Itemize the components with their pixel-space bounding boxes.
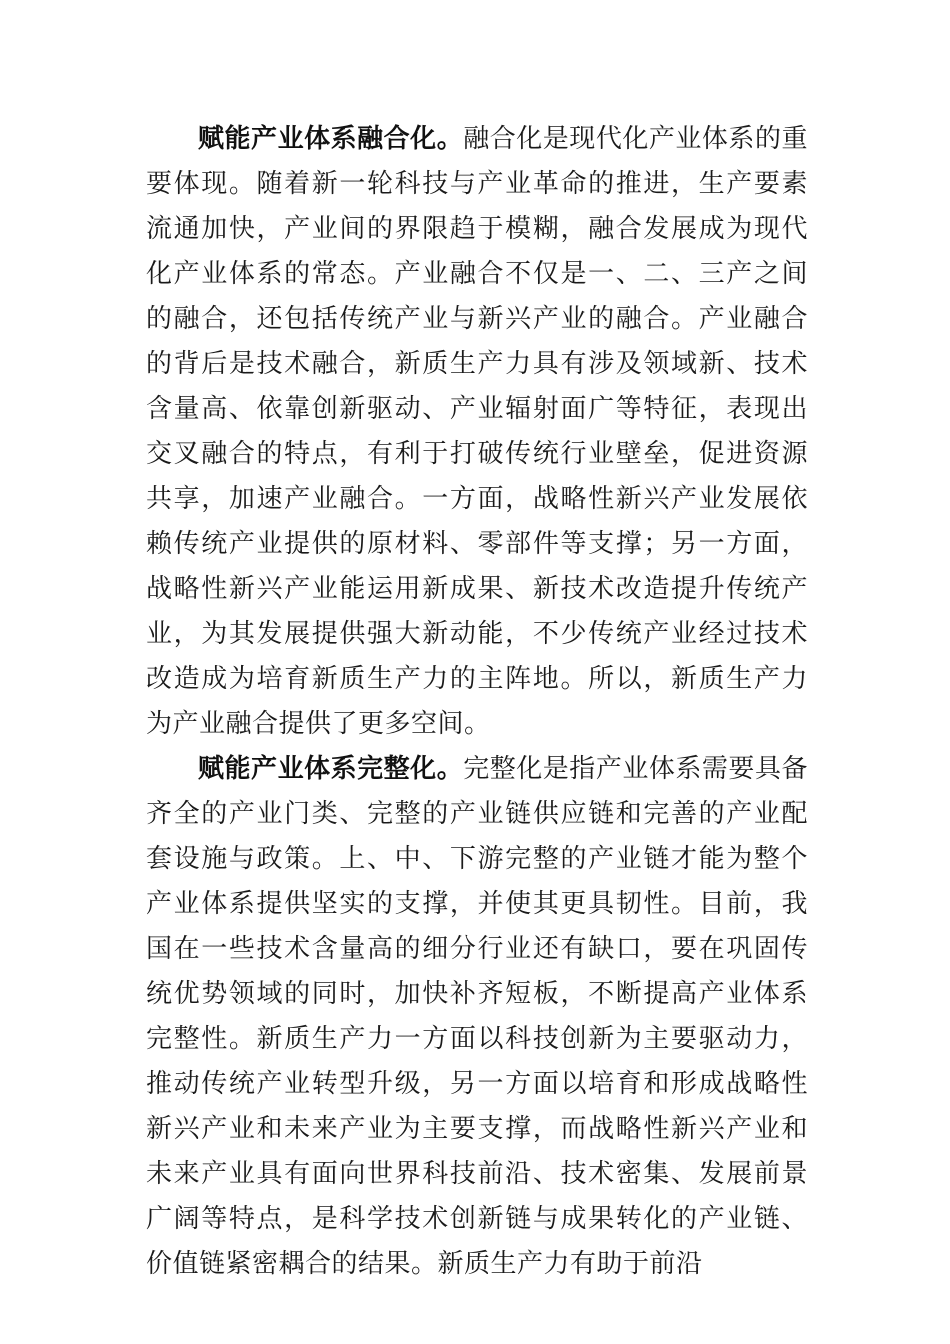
paragraph-text: 完整化是指产业体系需要具备齐全的产业门类、完整的产业链供应链和完善的产业配套设施与政策。上、中、下游完整的产业链才能为整个产业体系提供坚实的支撑，并使其更具韧性。目前，我国在一些技术含量高的细分行业还有缺口，要在巩固传统优势领域的同时，加快补齐短板，不断提高产业体系完整性。新质生产力一方面以科技创新为主要驱动力，推动传统产业转型升级，另一方面以培育和形成战略性新兴产业和未来产业为主要支撑，而战略性新兴产业和未来产业具有面向世界科技前沿、技术密集、发展前景广阔等特点，是科学技术创新链与成果转化的产业链、价值链紧密耦合的结果。新质生产力有助于前沿: [146, 754, 808, 1279]
paragraph-industry-completeness: [146, 747, 808, 1287]
paragraph-heading: 赋能产业体系完整化。: [198, 754, 464, 784]
paragraph-industry-integration: [146, 117, 808, 747]
document-body: [146, 117, 808, 1287]
paragraph-text: 融合化是现代化产业体系的重要体现。随着新一轮科技与产业革命的推进，生产要素流通加快，产业间的界限趋于模糊，融合发展成为现代化产业体系的常态。产业融合不仅是一、二、三产之间的融合，还包括传统产业与新兴产业的融合。产业融合的背后是技术融合，新质生产力具有涉及领域新、技术含量高、依靠创新驱动、产业辐射面广等特征，表现出交叉融合的特点，有利于打破传统行业壁垒，促进资源共享，加速产业融合。一方面，战略性新兴产业发展依赖传统产业提供的原材料、零部件等支撑；另一方面，战略性新兴产业能运用新成果、新技术改造提升传统产业，为其发展提供强大新动能，不少传统产业经过技术改造成为培育新质生产力的主阵地。所以，新质生产力为产业融合提供了更多空间。: [146, 124, 808, 739]
paragraph-heading: 赋能产业体系融合化。: [198, 124, 464, 154]
